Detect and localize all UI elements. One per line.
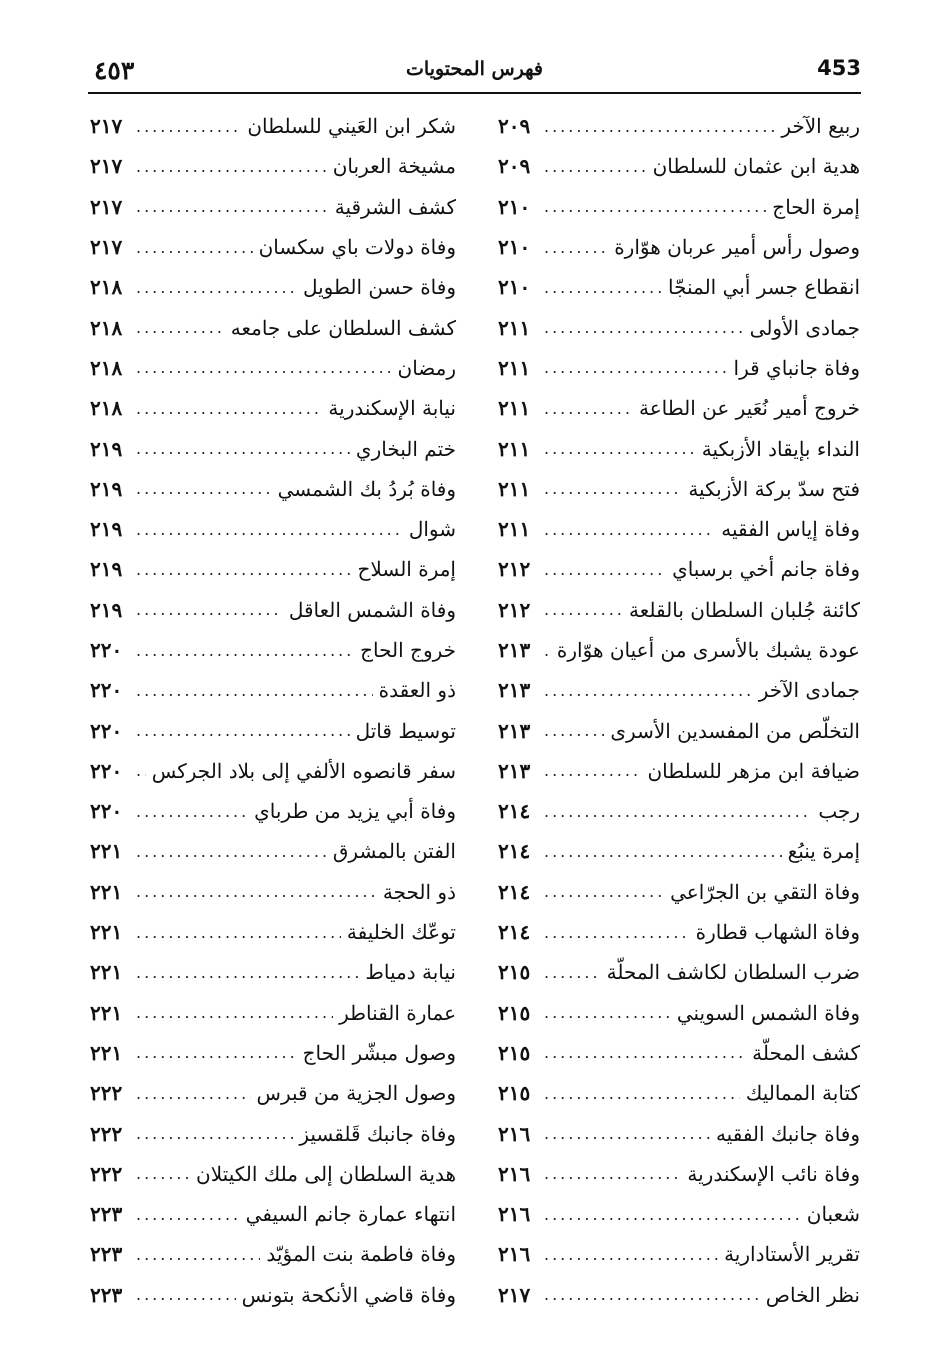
dot-leader [136, 1043, 297, 1062]
toc-entry-title: كشف المحلّة [752, 1040, 860, 1065]
toc-entry [90, 106, 456, 146]
dot-leader [544, 842, 782, 861]
toc-entry [498, 388, 860, 428]
toc-entry-page: ٢٢٠ [90, 638, 123, 662]
toc-entry-page: ٢١٥ [498, 960, 531, 985]
toc-entry [498, 791, 860, 831]
dot-leader [544, 802, 812, 821]
toc-entry-title: وفاة دولات باي سكسان [258, 235, 456, 260]
toc-entry [90, 831, 456, 871]
dot-leader [136, 882, 377, 901]
toc-entry-title: جمادى الأولى [749, 315, 860, 340]
toc-entry-page: ٢١٨ [90, 396, 123, 421]
toc-entry-title: وفاة الشهاب قطارة [695, 920, 860, 945]
toc-entry-title: شكر ابن العَيني للسلطان [247, 114, 456, 139]
dot-leader [136, 802, 248, 821]
toc-entry [90, 549, 456, 589]
toc-entry [90, 146, 456, 186]
toc-entry-page: ٢٢٠ [90, 799, 123, 824]
toc-entry-title: شوال [408, 517, 456, 542]
dot-leader [544, 157, 647, 176]
toc-entry-title: فتح سدّ بركة الأزبكية [688, 476, 860, 501]
toc-entry-page: ٢١٢ [498, 597, 531, 622]
toc-entry [90, 670, 456, 710]
toc-entry [90, 1033, 456, 1073]
toc-entry-title: انتهاء عمارة جانم السيفي [245, 1202, 456, 1227]
page-number-latin: 453 [817, 56, 861, 80]
toc-entry [498, 872, 860, 912]
toc-entry-title: وفاة حسن الطويل [302, 275, 456, 300]
toc-entry [90, 307, 456, 347]
toc-entry [498, 428, 860, 468]
toc-entry [90, 227, 456, 267]
dot-leader [544, 1043, 746, 1062]
toc-entry [90, 993, 456, 1033]
toc-entry-title: ضيافة ابن مزهر للسلطان [647, 758, 860, 783]
dot-leader [136, 1245, 260, 1264]
dot-leader [544, 197, 766, 216]
toc-entry-page: ٢٢٠ [90, 718, 123, 743]
dot-leader [544, 318, 744, 337]
toc-entry [90, 1194, 456, 1234]
dot-leader [136, 479, 272, 498]
toc-entry [498, 146, 860, 186]
toc-entry [90, 1234, 456, 1274]
toc-entry-title: رمضان [397, 355, 456, 380]
toc-entry [498, 1234, 860, 1274]
toc-entry-page: ٢٢٠ [90, 758, 123, 783]
dot-leader [544, 520, 715, 539]
toc-entry-page: ٢٢٠ [90, 678, 123, 703]
dot-leader [544, 1164, 681, 1183]
toc-entry-page: ٢٢١ [90, 920, 123, 945]
dot-leader [136, 842, 327, 861]
toc-entry [498, 348, 860, 388]
dot-leader [136, 1124, 293, 1143]
dot-leader [544, 117, 775, 136]
toc-entry-title: خروج أمير نُعَير عن الطاعة [639, 396, 860, 421]
dot-leader [136, 117, 241, 136]
toc-entry-page: ٢١٨ [90, 355, 123, 380]
toc-entry-page: ٢١١ [498, 315, 531, 340]
toc-entry-title: وفاة أبي يزيد من طرباي [254, 799, 456, 824]
toc-entry [90, 590, 456, 630]
toc-entry-title: النداء بإيقاد الأزبكية [701, 436, 860, 461]
toc-entry [498, 590, 860, 630]
dot-leader [544, 238, 608, 257]
dot-leader [544, 923, 690, 942]
page-header [88, 50, 861, 90]
toc-entry-title: انقطاع جسر أبي المنجّا [667, 275, 860, 300]
toc-entry-page: ٢١٤ [498, 799, 531, 824]
toc-entry [90, 1154, 456, 1194]
toc-entry-page: ٢٢٢ [90, 1161, 123, 1186]
toc-entry-title: وصول رأس أمير عربان هوّارة [614, 235, 860, 260]
toc-entry-title: تقرير الأستادارية [724, 1242, 860, 1267]
toc-entry-page: ٢١٣ [498, 758, 531, 783]
toc-entry-page: ٢٢٣ [90, 1202, 123, 1227]
dot-leader [544, 278, 662, 297]
toc-entry [90, 710, 456, 750]
dot-leader [136, 560, 352, 579]
dot-leader [544, 1003, 671, 1022]
toc-entry-title: التخلّص من المفسدين الأسرى [610, 718, 860, 743]
dot-leader [136, 157, 327, 176]
toc-entry-title: رجب [818, 799, 860, 824]
toc-entry [90, 1113, 456, 1153]
dot-leader [544, 882, 664, 901]
toc-entry-title: وفاة التقي بن الجرّاعي [670, 879, 860, 904]
toc-entry [498, 670, 860, 710]
dot-leader [544, 681, 753, 700]
toc-entry-page: ٢١٧ [498, 1282, 531, 1307]
toc-entry-title: سفر قانصوه الألفي إلى بلاد الجركس [151, 758, 456, 783]
dot-leader [544, 560, 666, 579]
toc-entry [90, 267, 456, 307]
toc-entry-page: ٢٠٩ [498, 154, 531, 179]
toc-entry-page: ٢١٦ [498, 1161, 531, 1186]
dot-leader [136, 1084, 251, 1103]
toc-entry-title: ذو الحجة [382, 879, 456, 904]
toc-entry [90, 912, 456, 952]
toc-entry-title: وفاة إياس الفقيه [721, 517, 860, 542]
toc-entry [498, 993, 860, 1033]
dot-leader [136, 681, 373, 700]
toc-entry-page: ٢١٤ [498, 879, 531, 904]
toc-entry-page: ٢٢١ [90, 879, 123, 904]
toc-entry-page: ٢١٦ [498, 1121, 531, 1146]
toc-entry-page: ٢١٢ [498, 557, 531, 582]
dot-leader [544, 1205, 801, 1224]
toc-entry-page: ٢١٤ [498, 839, 531, 864]
dot-leader [136, 1164, 190, 1183]
toc-entry-title: وصول الجزية من قبرس [256, 1081, 456, 1106]
page-number-arabic: ٤٥٣ [94, 56, 135, 85]
toc-entry [90, 1275, 456, 1315]
toc-entry-title: نيابة دمياط [365, 960, 456, 985]
dot-leader [544, 963, 601, 982]
toc-entry [498, 509, 860, 549]
toc-entry-page: ٢٢٣ [90, 1282, 123, 1307]
dot-leader [136, 600, 283, 619]
toc-entry-title: وفاة فاطمة بنت المؤيّد [266, 1242, 456, 1267]
toc-entry-page: ٢١١ [498, 355, 531, 380]
toc-entry-page: ٢٠٩ [498, 114, 531, 139]
toc-entry-page: ٢١٥ [498, 1081, 531, 1106]
toc-entry [498, 267, 860, 307]
toc-entry-page: ٢١٩ [90, 557, 123, 582]
dot-leader [136, 238, 253, 257]
toc-entry-page: ٢١٠ [498, 194, 531, 219]
toc-entry-page: ٢٢١ [90, 839, 123, 864]
toc-entry-title: وفاة بُردُ بك الشمسي [277, 476, 456, 501]
toc-entry [90, 428, 456, 468]
toc-entry [498, 1194, 860, 1234]
toc-entry [498, 1033, 860, 1073]
toc-entry-title: وفاة جانباي قرا [733, 355, 860, 380]
dot-leader [544, 358, 728, 377]
toc-entry-page: ٢٢٢ [90, 1081, 123, 1106]
toc-entry [498, 227, 860, 267]
running-title: فهرس المحتويات [406, 58, 543, 80]
toc-column-right [498, 106, 860, 1315]
toc-entry-title: توعّك الخليفة [346, 920, 456, 945]
toc-entry-page: ٢١٦ [498, 1242, 531, 1267]
dot-leader [136, 278, 297, 297]
toc-entry-title: وفاة جانبك قَلقسيز [299, 1121, 456, 1146]
toc-entry-title: ربيع الآخر [781, 114, 860, 139]
toc-entry-page: ٢١٣ [498, 678, 531, 703]
toc-entry-page: ٢٢١ [90, 1000, 123, 1025]
toc-entry [498, 630, 860, 670]
toc-entry [498, 1275, 860, 1315]
toc-entry-page: ٢١٧ [90, 154, 123, 179]
toc-entry [498, 187, 860, 227]
toc-entry-page: ٢١١ [498, 476, 531, 501]
toc-entry-title: ختم البخاري [355, 436, 456, 461]
toc-entry-page: ٢٢١ [90, 1040, 123, 1065]
toc-entry-title: ضرب السلطان لكاشف المحلّة [606, 960, 860, 985]
dot-leader [544, 1245, 718, 1264]
toc-entry [498, 469, 860, 509]
toc-entry-title: إمرة ينبُع [787, 839, 860, 864]
dot-leader [136, 963, 359, 982]
dot-leader [136, 923, 341, 942]
toc-entry [498, 912, 860, 952]
toc-entry [498, 751, 860, 791]
dot-leader [544, 761, 641, 780]
dot-leader [136, 520, 403, 539]
toc-entry-title: كشف السلطان على جامعه [230, 315, 456, 340]
toc-entry [90, 469, 456, 509]
dot-leader [136, 721, 350, 740]
dot-leader [136, 358, 392, 377]
dot-leader [136, 197, 329, 216]
toc-entry [90, 509, 456, 549]
toc-entry [90, 791, 456, 831]
dot-leader [136, 399, 322, 418]
toc-entry-page: ٢١٥ [498, 1040, 531, 1065]
toc-entry-title: وفاة الشمس السويني [676, 1000, 860, 1025]
toc-entry-page: ٢١٠ [498, 235, 531, 260]
toc-entry-title: إمرة السلاح [357, 557, 456, 582]
toc-entry-page: ٢١٦ [498, 1202, 531, 1227]
toc-entry [498, 710, 860, 750]
toc-entry [90, 952, 456, 992]
toc-entry [90, 751, 456, 791]
toc-entry-page: ٢١٧ [90, 235, 123, 260]
dot-leader [136, 1285, 236, 1304]
toc-entry-page: ٢١٧ [90, 194, 123, 219]
toc-entry-title: وفاة جانم أخي برسباي [672, 557, 860, 582]
toc-entry-title: هدية ابن عثمان للسلطان [652, 154, 860, 179]
dot-leader [136, 318, 225, 337]
toc-entry-page: ٢٢٣ [90, 1242, 123, 1267]
toc-entry-title: توسيط قاتل [355, 718, 456, 743]
dot-leader [544, 399, 633, 418]
toc-entry-title: نظر الخاص [765, 1282, 860, 1307]
toc-entry-page: ٢١٩ [90, 597, 123, 622]
dot-leader [544, 1285, 760, 1304]
toc-entry-page: ٢١١ [498, 396, 531, 421]
toc-entry [90, 348, 456, 388]
toc-entry-page: ٢١٨ [90, 275, 123, 300]
toc-entry-title: إمرة الحاج [772, 194, 860, 219]
toc-entry-title: وفاة قاضي الأنكحة بتونس [241, 1282, 456, 1307]
dot-leader [136, 761, 146, 780]
toc-entry-title: وصول مبشّر الحاج [302, 1040, 456, 1065]
toc-entry-title: خروج الحاج [360, 638, 456, 662]
toc-column-left [90, 106, 456, 1315]
toc-entry [90, 872, 456, 912]
toc-entry [498, 1073, 860, 1113]
toc-entry [90, 1073, 456, 1113]
toc-entry-title: وفاة نائب الإسكندرية [687, 1161, 860, 1186]
toc-entry [498, 549, 860, 589]
dot-leader [544, 721, 604, 740]
toc-entry-title: جمادى الآخر [758, 678, 860, 703]
toc-entry-page: ٢١١ [498, 517, 531, 542]
toc-entry-title: نيابة الإسكندرية [328, 396, 456, 421]
toc-entry-title: وفاة جانبك الفقيه [715, 1121, 860, 1146]
toc-entry-title: ذو العقدة [378, 678, 456, 703]
toc-entry [498, 831, 860, 871]
toc-entry-page: ٢١٩ [90, 476, 123, 501]
toc-entry [498, 1113, 860, 1153]
dot-leader [544, 600, 623, 619]
toc-entry [498, 1154, 860, 1194]
dot-leader [544, 641, 551, 660]
toc-entry-page: ٢٢١ [90, 960, 123, 985]
toc-entry [90, 630, 456, 670]
dot-leader [136, 1205, 240, 1224]
dot-leader [544, 1124, 710, 1143]
toc-entry-title: مشيخة العربان [332, 154, 456, 179]
toc-entry-page: ٢١٧ [90, 114, 123, 139]
toc-entry-page: ٢١٣ [498, 638, 531, 662]
toc-entry [498, 952, 860, 992]
toc-entry [498, 307, 860, 347]
toc-entry-page: ٢١٩ [90, 436, 123, 461]
dot-leader [136, 641, 354, 660]
dot-leader [136, 439, 350, 458]
toc-entry [90, 388, 456, 428]
toc-entry-title: وفاة الشمس العاقل [288, 597, 456, 622]
toc-entry-title: الفتن بالمشرق [332, 839, 456, 864]
toc-entry-page: ٢١٠ [498, 275, 531, 300]
toc-entry-title: هدية السلطان إلى ملك الكيتلان [196, 1161, 456, 1186]
toc-entry-title: عمارة القناطر [339, 1000, 456, 1025]
toc-entry-title: عودة يشبك بالأسرى من أعيان هوّارة [556, 638, 860, 662]
toc-entry-page: ٢١١ [498, 436, 531, 461]
toc-entry [90, 187, 456, 227]
toc-entry-page: ٢٢٢ [90, 1121, 123, 1146]
toc-entry-title: كشف الشرقية [334, 194, 456, 219]
header-rule [88, 92, 861, 94]
toc-entry-page: ٢١٨ [90, 315, 123, 340]
toc-entry-page: ٢١٥ [498, 1000, 531, 1025]
dot-leader [544, 479, 682, 498]
toc-entry-page: ٢١٣ [498, 718, 531, 743]
toc-entry-page: ٢١٩ [90, 517, 123, 542]
toc-entry [498, 106, 860, 146]
toc-entry-title: شعبان [806, 1202, 860, 1227]
dot-leader [544, 439, 696, 458]
toc-entry-page: ٢١٤ [498, 920, 531, 945]
toc-entry-title: كائنة جُلبان السلطان بالقلعة [629, 597, 860, 622]
dot-leader [544, 1084, 740, 1103]
dot-leader [136, 1003, 333, 1022]
toc-entry-title: كتابة المماليك [745, 1081, 860, 1106]
